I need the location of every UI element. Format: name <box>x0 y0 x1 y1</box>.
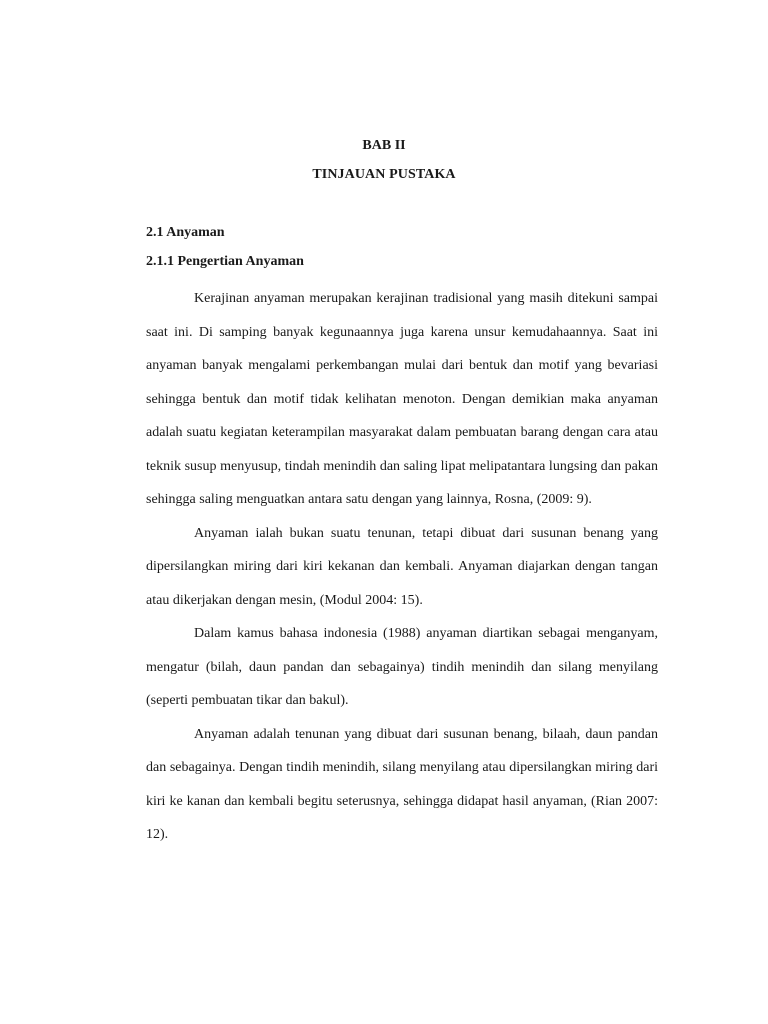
subsection-heading: 2.1.1 Pengertian Anyaman <box>146 254 304 269</box>
paragraph: Dalam kamus bahasa indonesia (1988) anyaman diartikan sebagai menganyam, mengatur (bilah, daun pandan dan sebagainya) tindih menindih dan silang menyilang (seperti pembuatan tikar dan bakul). <box>146 626 658 708</box>
chapter-title: TINJAUAN PUSTAKA <box>312 167 456 182</box>
paragraph: Kerajinan anyaman merupakan kerajinan tradisional yang masih ditekuni sampai saat ini. Di samping banyak kegunaannya juga karena unsur kemudahaannya. Saat ini anyaman banyak mengalami perkembangan mulai dari bentuk dan motif yang bevariasi sehingga bentuk dan motif tidak kelihatan menoton. Dengan demikian maka anyaman adalah suatu kegiatan keterampilan masyarakat dalam pembuatan barang dengan cara atau teknik susup menyusup, tindah menindih dan saling lipat melipatantara lungsing dan pakan sehingga saling menguatkan antara satu dengan yang lainnya, Rosna, (2009: 9). <box>146 291 658 507</box>
chapter-number: BAB II <box>362 138 406 153</box>
section-heading: 2.1 Anyaman <box>146 225 225 240</box>
paragraph: Anyaman ialah bukan suatu tenunan, tetapi dibuat dari susunan benang yang dipersilangkan miring dari kiri kekanan dan kembali. Anyaman diajarkan dengan tangan atau dikerjakan dengan mesin, (Modul 2004: 15). <box>146 525 658 608</box>
paragraph: Anyaman adalah tenunan yang dibuat dari susunan benang, bilaah, daun pandan dan sebagainya. Dengan tindih menindih, silang menyilang atau dipersilangkan miring dari kiri ke kanan dan kembali begitu seterusnya, sehingga didapat hasil anyaman, (Rian 2007: 12). <box>146 726 658 842</box>
body-text <box>146 282 658 852</box>
